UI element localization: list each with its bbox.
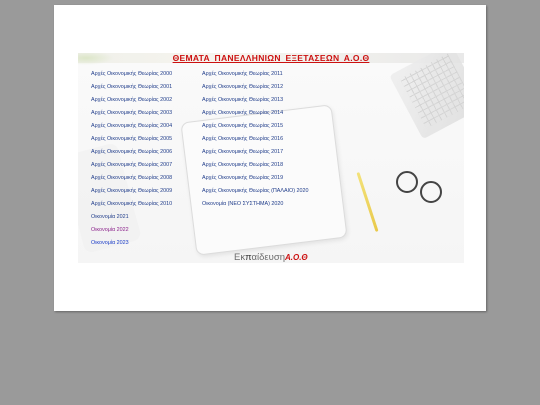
exam-link[interactable]: Αρχές Οικονομικής Θεωρίας 2005 <box>91 136 173 142</box>
exam-link[interactable]: Αρχές Οικονομικής Θεωρίας 2000 <box>91 71 173 77</box>
logo-text-pi: π <box>245 252 252 263</box>
exam-link[interactable]: Αρχές Οικονομικής Θεωρίας 2007 <box>91 162 173 168</box>
exam-link[interactable]: Αρχές Οικονομικής Θεωρίας 2009 <box>91 188 173 194</box>
exam-link[interactable]: Αρχές Οικονομικής Θεωρίας 2013 <box>202 97 284 103</box>
exam-link[interactable]: Αρχές Οικονομικής Θεωρίας 2016 <box>202 136 284 142</box>
exam-link[interactable]: Αρχές Οικονομικής Θεωρίας 2011 <box>202 71 283 77</box>
exam-link[interactable]: Αρχές Οικονομικής Θεωρίας 2010 <box>91 201 173 207</box>
exam-link[interactable]: Οικονομία 2022 <box>91 227 129 233</box>
exam-link[interactable]: Αρχές Οικονομικής Θεωρίας 2008 <box>91 175 173 181</box>
exam-link[interactable]: Αρχές Οικονομικής Θεωρίας 2014 <box>202 110 284 116</box>
exam-link[interactable]: Οικονομία 2021 <box>91 214 129 220</box>
exam-link[interactable]: Αρχές Οικονομικής Θεωρίας 2018 <box>202 162 284 168</box>
exam-link[interactable]: Αρχές Οικονομικής Θεωρίας 2002 <box>91 97 173 103</box>
logo-text-aoth: Α.Ο.Θ <box>284 253 308 262</box>
exam-link[interactable]: Αρχές Οικονομικής Θεωρίας 2012 <box>202 84 284 90</box>
pen-image <box>356 172 378 232</box>
exam-link[interactable]: Αρχές Οικονομικής Θεωρίας 2003 <box>91 110 173 116</box>
exam-link[interactable]: Αρχές Οικονομικής Θεωρίας 2004 <box>91 123 173 129</box>
laptop-image <box>389 53 464 139</box>
glasses-image <box>396 165 448 199</box>
page-card <box>54 5 486 311</box>
links-column-right <box>202 68 309 211</box>
exam-link[interactable]: Αρχές Οικονομικής Θεωρίας 2015 <box>202 123 284 129</box>
exam-link[interactable]: Αρχές Οικονομικής Θεωρίας 2019 <box>202 175 284 181</box>
logo-text-aideusi: αίδευση <box>251 252 285 263</box>
glasses-lens-left <box>396 171 418 193</box>
keyboard-pattern <box>400 54 464 129</box>
exam-link[interactable]: Αρχές Οικονομικής Θεωρίας (ΠΑΛΑΙΟ) 2020 <box>202 188 309 194</box>
exam-link[interactable]: Αρχές Οικονομικής Θεωρίας 2017 <box>202 149 284 155</box>
logo-text-ek: Εκ <box>234 252 246 263</box>
exam-link[interactable]: Οικονομία (ΝΕΟ ΣΥΣΤΗΜΑ) 2020 <box>202 201 284 207</box>
site-logo[interactable] <box>234 252 308 263</box>
links-column-left <box>91 68 172 250</box>
exam-link[interactable]: Αρχές Οικονομικής Θεωρίας 2001 <box>91 84 173 90</box>
page-title: ΘΕΜΑΤΑ ΠΑΝΕΛΛΗΝΙΩΝ ΕΞΕΤΑΣΕΩΝ Α.Ο.Θ <box>172 53 370 63</box>
exam-link[interactable]: Οικονομία 2023 <box>91 240 129 246</box>
glasses-lens-right <box>420 181 442 203</box>
header-banner <box>78 53 464 263</box>
exam-link[interactable]: Αρχές Οικονομικής Θεωρίας 2006 <box>91 149 173 155</box>
